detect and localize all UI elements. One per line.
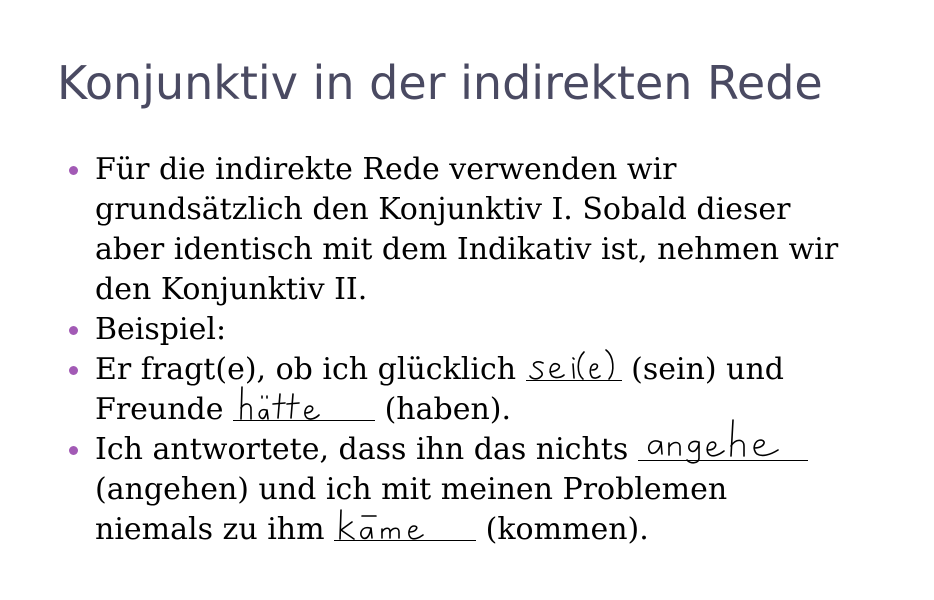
handwritten-answer-angehe (638, 412, 808, 462)
handwritten-answer-sei-e (526, 338, 622, 382)
bullet-list (66, 150, 926, 550)
answer-blank-kommen[interactable] (334, 512, 476, 541)
bullet-item-example-heading (66, 310, 926, 350)
bullet-text: Beispiel: (95, 312, 227, 347)
exercise-text: (kommen). (476, 512, 649, 547)
bullet-item-rule (66, 150, 926, 310)
bullet-dot-icon (69, 446, 78, 455)
exercise-text: Er fragt(e), ob ich glücklich (95, 352, 526, 387)
answer-blank-haben[interactable] (233, 392, 375, 421)
bullet-text-line: den Konjunktiv II. (95, 272, 368, 307)
exercise-text: (sein) und (621, 352, 785, 387)
handwritten-answer-haette (233, 382, 375, 422)
exercise-text: (haben). (375, 392, 512, 427)
answer-blank-sein[interactable] (526, 352, 622, 381)
exercise-text: Ich antwortete, dass ihn das nichts (95, 432, 638, 467)
handwritten-answer-kaeme (334, 502, 476, 542)
bullet-dot-icon (69, 366, 78, 375)
exercise-text: (angehen) und ich mit meinen Problemen (95, 472, 728, 507)
bullet-text-line: aber identisch mit dem Indikativ ist, nehmen wir (95, 232, 839, 267)
bullet-text-line: grundsätzlich den Konjunktiv I. Sobald dieser (95, 192, 791, 227)
answer-blank-angehen[interactable] (638, 432, 808, 461)
bullet-dot-icon (69, 326, 78, 335)
slide-title: Konjunktiv in der indirekten Rede (57, 56, 823, 110)
bullet-item-exercise-2 (66, 430, 926, 550)
bullet-dot-icon (69, 166, 78, 175)
exercise-text: Freunde (95, 392, 234, 427)
exercise-text: niemals zu ihm (95, 512, 335, 547)
bullet-text-line: Für die indirekte Rede verwenden wir (95, 152, 677, 187)
